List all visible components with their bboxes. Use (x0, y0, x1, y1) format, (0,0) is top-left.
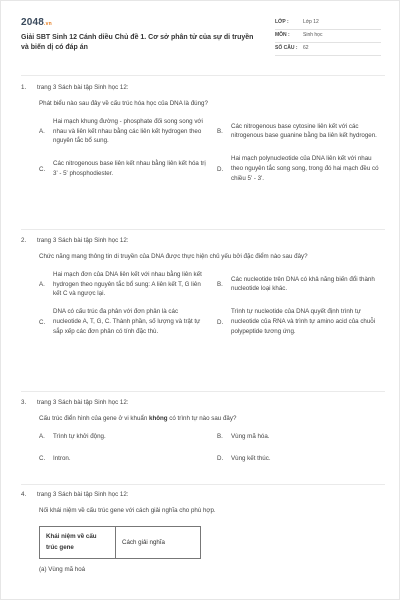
option-text: Hai mạch polynucleotide của DNA liên kết với nhau theo nguyên tắc song song, trong đó hai mạch đều có chiều 5' - 3'. (231, 155, 379, 183)
question-header (21, 236, 385, 248)
question-source: trang 3 Sách bài tập Sinh học 12: (37, 237, 129, 244)
question-number: 3. (21, 399, 27, 406)
option-letter: B. (217, 432, 223, 440)
option-b[interactable] (217, 432, 385, 442)
option-letter: C. (39, 454, 46, 462)
answer-options (39, 432, 385, 464)
option-a[interactable] (39, 270, 207, 300)
meta-table (275, 17, 381, 56)
divider (21, 484, 385, 485)
question-3 (21, 398, 385, 463)
option-c[interactable] (39, 307, 207, 337)
option-b[interactable] (217, 117, 385, 147)
matching-table (39, 526, 201, 560)
logo-text: 2048 (21, 17, 45, 28)
option-letter: A. (39, 280, 45, 288)
option-text: Vùng kết thúc. (231, 454, 271, 462)
divider (21, 75, 385, 76)
question-text (39, 414, 379, 424)
question-source: trang 3 Sách bài tập Sinh học 12: (37, 84, 129, 91)
site-logo[interactable] (21, 15, 52, 30)
option-c[interactable] (39, 454, 207, 464)
option-d[interactable] (217, 154, 385, 184)
question-text: Chức năng mang thông tin di truyền của DNA được thực hiện chủ yếu bởi đặc điểm nào sau đây? (39, 253, 308, 260)
question-1 (21, 83, 385, 184)
table-header-concept: Khái niệm về cấu trúc gene (40, 526, 116, 559)
table-row (40, 526, 201, 559)
option-letter: C. (39, 165, 46, 173)
option-letter: A. (39, 432, 45, 440)
option-letter: B. (217, 127, 223, 135)
question-source: trang 3 Sách bài tập Sinh học 12: (37, 399, 129, 406)
option-b[interactable] (217, 270, 385, 300)
option-d[interactable] (217, 307, 385, 337)
option-text: DNA có cấu trúc đa phân với đơn phân là các nucleotide A, T, G, C. Thành phần, số lượng và trật tự sắp xếp các đơn phân có tính đặc thù. (53, 308, 201, 336)
meta-label: SỐ CÂU : (275, 45, 298, 52)
option-letter: D. (217, 454, 224, 462)
answer-options (39, 270, 385, 338)
option-letter: A. (39, 127, 45, 135)
logo-suffix: .vn (44, 21, 52, 27)
question-number: 2. (21, 237, 27, 244)
question-text-emphasis: không (149, 415, 168, 422)
question-header (21, 490, 385, 502)
option-c[interactable] (39, 154, 207, 184)
divider (21, 229, 385, 230)
question-text-part: có trình tự nào sau đây? (167, 415, 237, 422)
option-text: Intron. (53, 454, 71, 462)
question-source: trang 3 Sách bài tập Sinh học 12: (37, 491, 129, 498)
question-text: Nối khái niệm về cấu trúc gene với cách giải nghĩa cho phù hợp. (39, 507, 216, 514)
option-text: Các nucleotide trên DNA có khả năng biến đổi thành nucleotide loại khác. (231, 275, 375, 293)
option-text: Hai mạch khung đường - phosphate đối song song với nhau và liên kết nhau bằng các liên kết hydrogen theo nguyên tắc bổ sung. (53, 117, 203, 145)
option-d[interactable] (217, 454, 385, 464)
option-a[interactable] (39, 117, 207, 147)
question-number: 4. (21, 491, 27, 498)
option-text: Các nitrogenous base liên kết nhau bằng liên kết hóa trị 3' - 5' phosphodiester. (53, 160, 206, 178)
meta-value: Lớp 12 (303, 19, 319, 26)
question-number: 1. (21, 84, 27, 91)
answer-options (39, 117, 385, 185)
option-letter: C. (39, 318, 46, 326)
meta-label: LỚP : (275, 19, 289, 26)
meta-value: Sinh học (303, 32, 323, 39)
option-letter: D. (217, 165, 224, 173)
option-text: Hai mạch đơn của DNA liên kết với nhau bằng liên kết hydrogen theo nguyên tắc bổ sung: A liên kết T, G liên kết C và ngược lại. (53, 270, 202, 298)
meta-value: 62 (303, 45, 309, 52)
option-letter: D. (217, 318, 224, 326)
meta-row-count (275, 43, 381, 56)
matching-item: (a) Vùng mã hoá (39, 566, 86, 574)
option-text: Trình tự khởi động. (53, 432, 106, 440)
meta-row-subject (275, 30, 381, 43)
meta-row-grade (275, 17, 381, 30)
document-title: Giải SBT Sinh 12 Cánh diều Chủ đề 1. Cơ sở phân tử của sự di truyền và biến dị có đáp án (21, 34, 254, 52)
document-header (21, 15, 381, 59)
question-header (21, 398, 385, 410)
question-text-part: Cấu trúc điển hình của gene ở vi khuẩn (39, 415, 150, 422)
question-4 (21, 490, 385, 574)
option-letter: B. (217, 280, 223, 288)
meta-label: MÔN : (275, 32, 290, 39)
option-text: Các nitrogenous base cytosine liên kết với các nitrogenous base guanine bằng ba liên kết hydrogen. (231, 122, 377, 140)
question-text: Phát biểu nào sau đây về cấu trúc hóa học của DNA là đúng? (39, 100, 208, 107)
table-header-meaning: Cách giải nghĩa (116, 526, 201, 559)
option-text: Vùng mã hóa. (231, 432, 270, 440)
option-a[interactable] (39, 432, 207, 442)
divider (21, 391, 385, 392)
question-header (21, 83, 385, 95)
question-2 (21, 236, 385, 337)
option-text: Trình tự nucleotide của DNA quyết định trình tự nucleotide của RNA và trình tự amino acid của chuỗi polypeptide tương ứng. (231, 308, 376, 336)
